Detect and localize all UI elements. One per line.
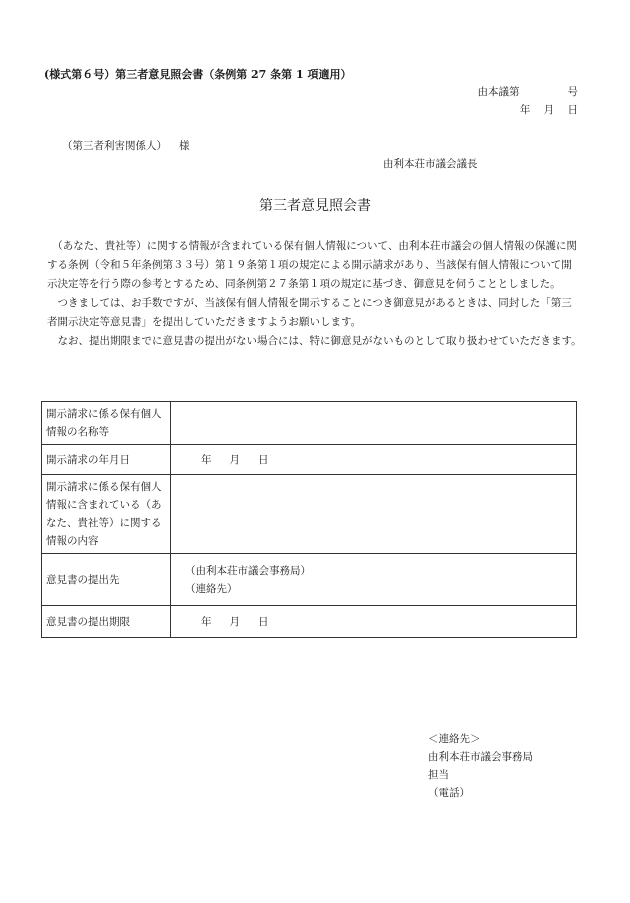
table-row xyxy=(42,606,577,638)
request-date-day: 日 xyxy=(258,453,269,466)
request-date-month: 月 xyxy=(229,453,240,466)
document-number-prefix: 由本議第 xyxy=(477,86,520,98)
table-row xyxy=(42,402,577,445)
form-label: (様式第６号）第三者意見照会書（条例第 27 条第 1 項適用） xyxy=(44,68,352,81)
destination-office: （由利本荘市議会事務局） xyxy=(185,564,311,577)
contact-office: 由利本荘市議会事務局 xyxy=(428,751,533,763)
contact-heading: ＜連絡先＞ xyxy=(428,733,481,745)
row-value-submission-deadline xyxy=(171,606,577,638)
row-label-request-date: 開示請求の年月日 xyxy=(42,445,171,475)
document-title: 第三者意見照会書 xyxy=(259,198,371,214)
row-value-info-content xyxy=(171,475,577,554)
document-date xyxy=(510,102,578,117)
table-row xyxy=(42,475,577,554)
body-paragraph-3: なお、提出期限までに意見書の提出がない場合には、特に御意見がないものとして取り扱わせていただきます。 xyxy=(57,335,582,347)
recipient-honorific: 様 xyxy=(179,140,190,152)
row-value-request-date xyxy=(171,445,577,475)
body-paragraph-2: つきましては、お手数ですが、当該保有個人情報を開示することにつき御意見があるときは、同封した「第三者開示決定等意見書」を提出していただきますようお願いします。 xyxy=(47,297,572,328)
row-label-info-name: 開示請求に係る保有個人情報の名称等 xyxy=(42,402,171,445)
document-number xyxy=(478,84,579,99)
date-month-label: 月 xyxy=(543,104,555,116)
document-number-suffix: 号 xyxy=(567,86,578,98)
document-body xyxy=(47,237,582,351)
recipient xyxy=(62,138,190,153)
row-value-submission-destination xyxy=(171,554,577,606)
recipient-name: （第三者利害関係人） xyxy=(62,140,167,152)
date-year-label: 年 xyxy=(519,104,531,116)
sender: 由利本荘市議会議長 xyxy=(383,158,478,170)
body-paragraph-1: （あなた、貴社等）に関する情報が含まれている保有個人情報について、由利本荘市議会の個人情報の保護に関する条例（令和５年条例第３３号）第１９条第１項の規定による開示請求があり、当該保有個人情報について開示決定等を行う際の参考とするため、同条例第２７条第１項の規定に基づき、御意見を伺うこととしました。 xyxy=(47,240,577,290)
row-label-submission-destination: 意見書の提出先 xyxy=(42,554,171,606)
table-row xyxy=(42,445,577,475)
info-table xyxy=(41,401,577,638)
date-day-label: 日 xyxy=(567,104,578,116)
destination-contact: （連絡先） xyxy=(185,582,238,595)
row-label-info-content: 開示請求に係る保有個人情報に含まれている（あなた、貴社等）に関する情報の内容 xyxy=(42,475,171,554)
contact-block xyxy=(428,730,533,802)
row-value-info-name xyxy=(171,402,577,445)
deadline-month: 月 xyxy=(229,615,240,628)
contact-person: 担当 xyxy=(428,769,449,781)
deadline-year: 年 xyxy=(201,615,212,628)
contact-phone: （電話） xyxy=(428,787,470,799)
deadline-day: 日 xyxy=(258,615,269,628)
row-label-submission-deadline: 意見書の提出期限 xyxy=(42,606,171,638)
table-row xyxy=(42,554,577,606)
request-date-year: 年 xyxy=(201,453,212,466)
